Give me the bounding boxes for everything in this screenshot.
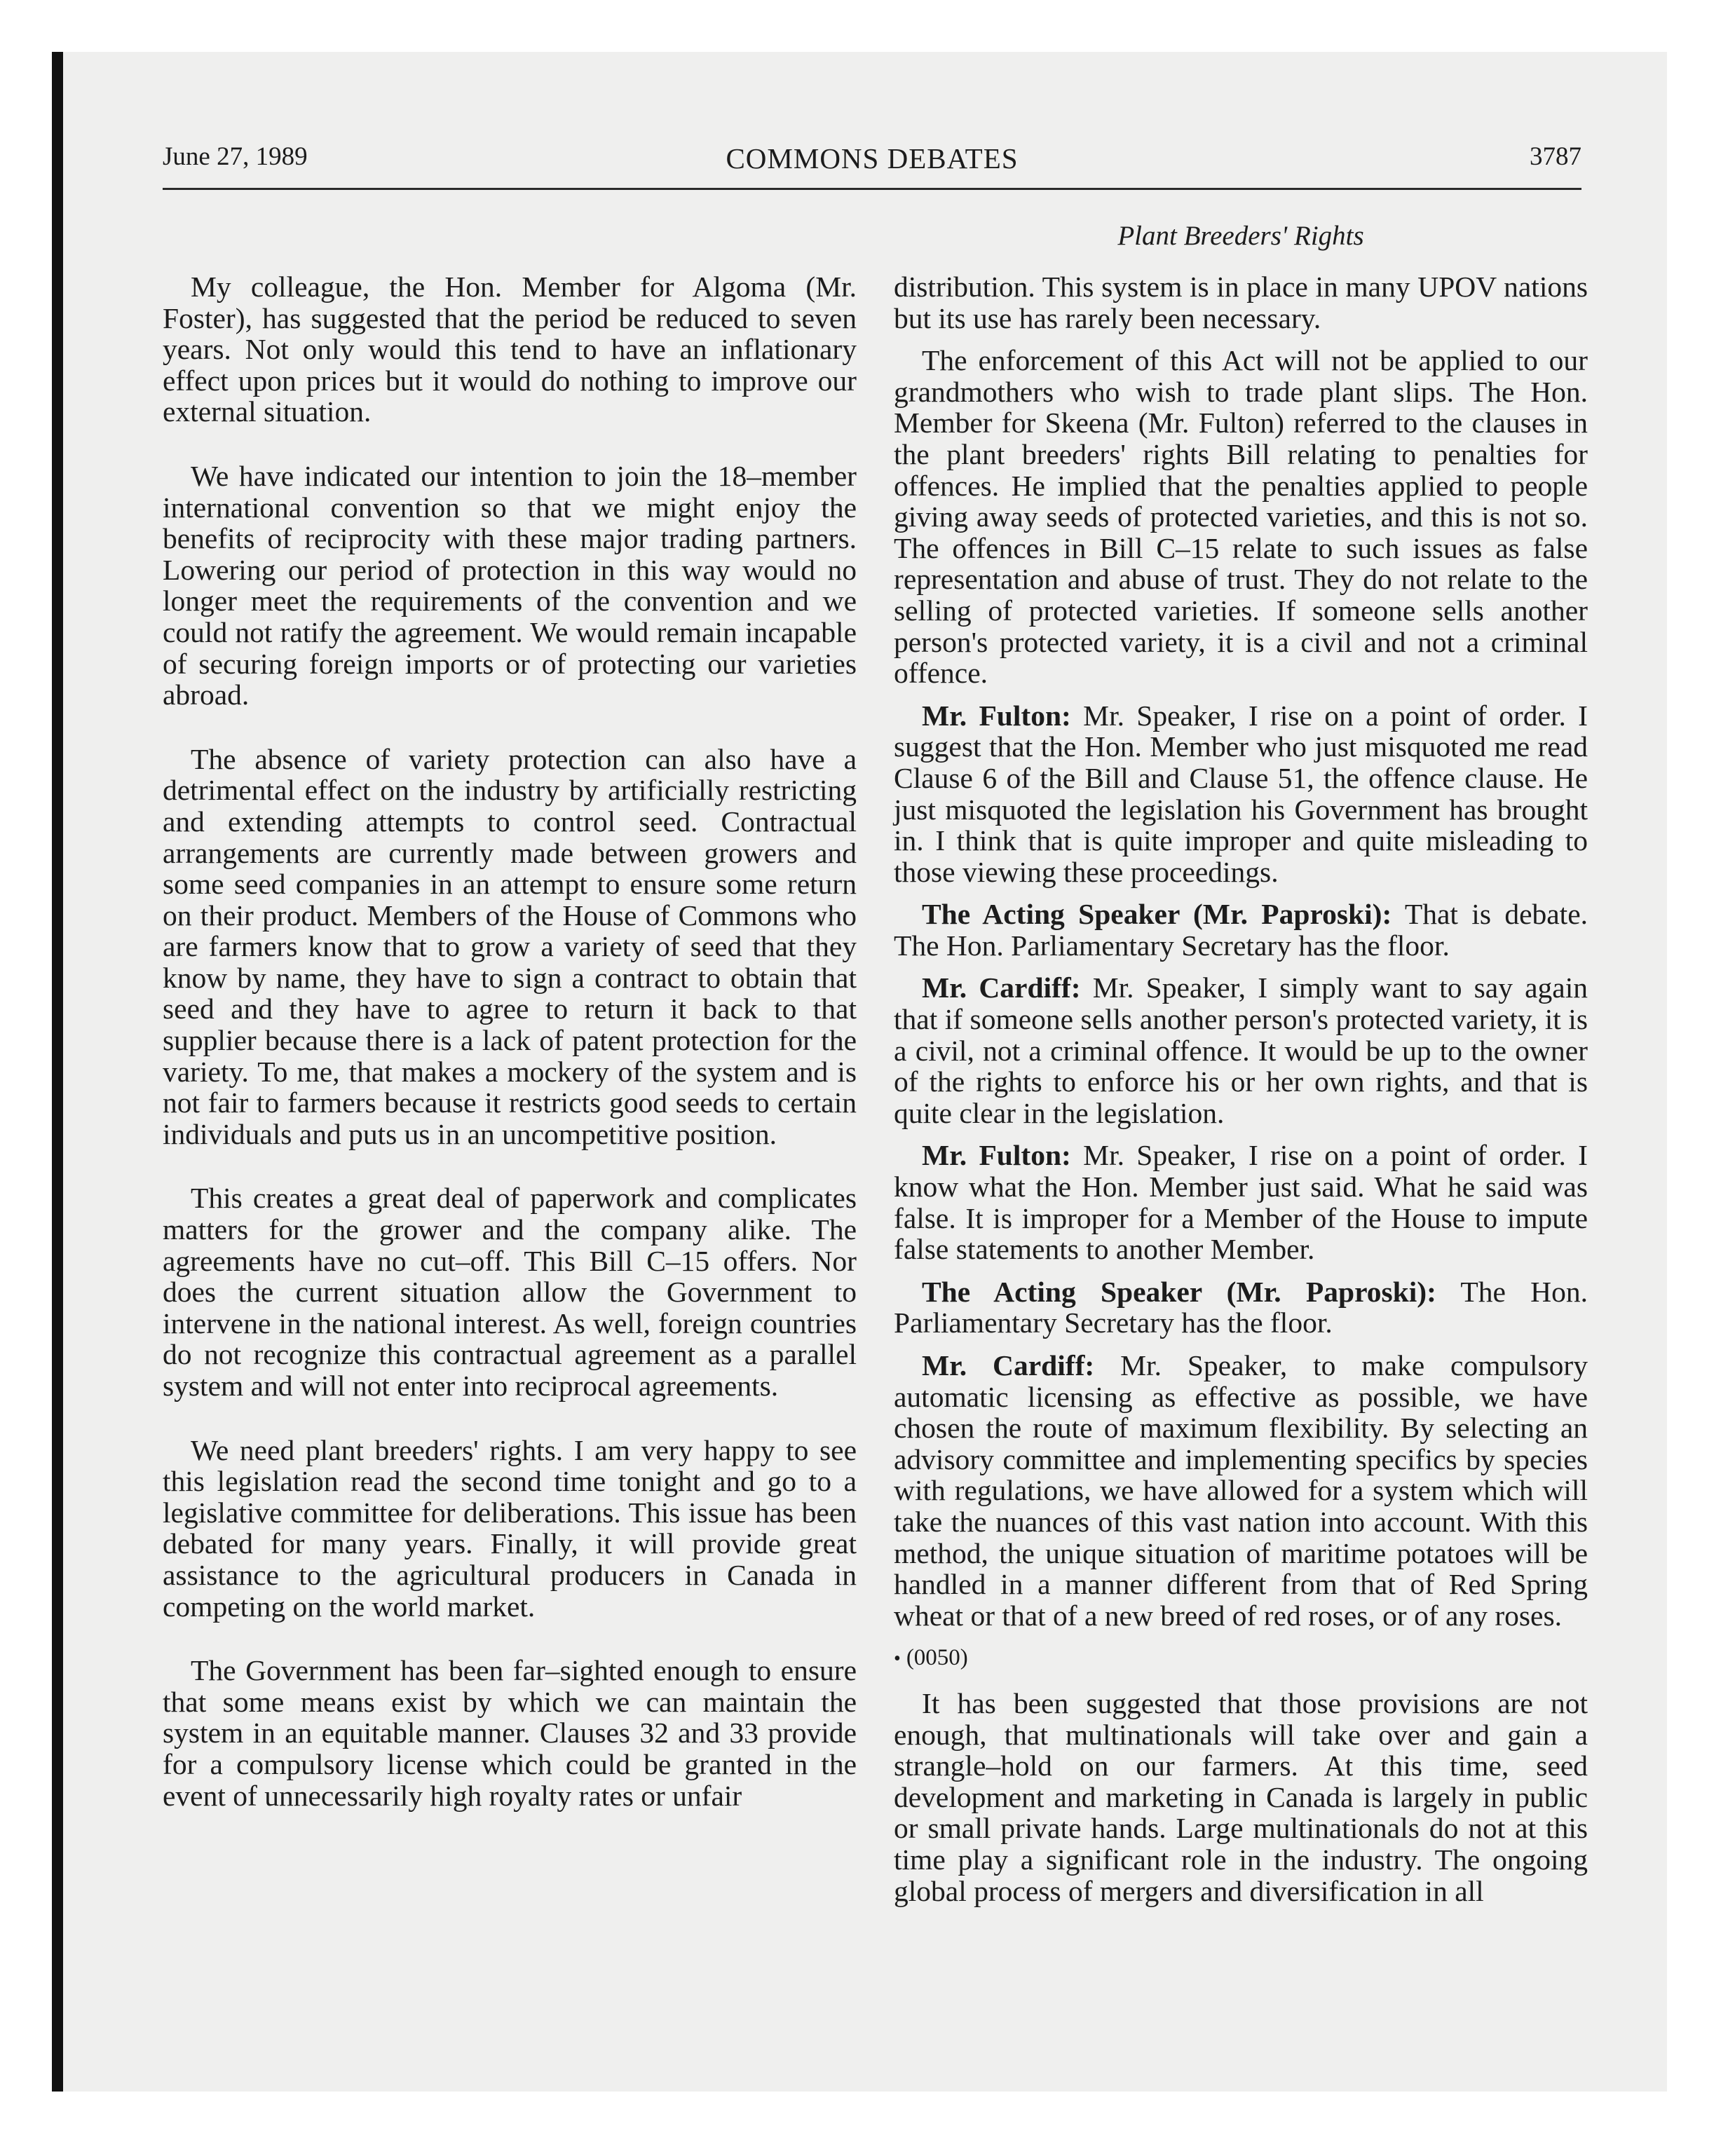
section-title: Plant Breeders' Rights: [1117, 221, 1364, 251]
speech: [894, 700, 1588, 888]
paragraph: We have indicated our intention to join the 18–member international convention so that we might enjoy the benefits of reciprocity with these major trading partners. Lowering our period of protection in this way would no longer meet the requirements of the convention and we could not ratify the agreement. We would remain incapable of securing foreign imports or of protecting our varieties abroad.: [163, 459, 857, 711]
scan-edge-shadow: [52, 52, 63, 2092]
speech-text: That is debate. The Hon. Parliamentary Secretary has the floor.: [894, 898, 1588, 962]
right-column: [894, 271, 1588, 1918]
paragraph: The absence of variety protection can also have a detrimental effect on the industry by artificially restricting and extending attempts to control seed. Contractual arrangements are currently made between growers and some seed companies in an attempt to ensure some return on their product. Members of the House of Commons who are farmers know that to grow a variety of seed that they know by name, they have to sign a contract to obtain that seed and they have to agree to return it back to that supplier because there is a lack of patent protection for the variety. To me, that makes a mockery of the system and is not fair to farmers because it restricts good seeds to certain individuals and puts us in an uncompetitive position.: [163, 742, 857, 1150]
speaker-name: The Acting Speaker (Mr. Paproski):: [922, 898, 1392, 931]
header-date: June 27, 1989: [163, 142, 308, 171]
page-number: 3787: [1530, 142, 1581, 171]
paragraph: The Government has been far–sighted enough to ensure that some means exist by which we can maintain the system in an equitable manner. Clauses 32 and 33 provide for a compulsory license which could be granted in the event of unnecessarily high royalty rates or unfair: [163, 1654, 857, 1812]
left-column: [163, 271, 857, 1844]
timestamp-text: (0050): [906, 1645, 968, 1671]
speech: [894, 1140, 1588, 1264]
paragraph: My colleague, the Hon. Member for Algoma (Mr. Foster), has suggested that the period be reduced to seven years. Not only would this tend to have an inflationary effect upon prices but it would do nothing to improve our external situation.: [163, 271, 857, 428]
speaker-name: Mr. Fulton:: [922, 699, 1071, 732]
speech: [894, 1350, 1588, 1631]
speaker-name: Mr. Cardiff:: [922, 971, 1081, 1004]
speech: [894, 1276, 1588, 1339]
speech: [894, 972, 1588, 1128]
paragraph: distribution. This system is in place in many UPOV nations but its use has rarely been necessary.: [894, 271, 1588, 334]
page-header: [163, 142, 1581, 190]
speech: [894, 899, 1588, 961]
speech-text: Mr. Speaker, I rise on a point of order. I suggest that the Hon. Member who just misquoted me read Clause 6 of the Bill and Clause 51, the offence clause. He just misquoted the legislation his Government has brought in. I think that is quite improper and quite misleading to those viewing these proceedings.: [894, 699, 1588, 888]
speaker-name: The Acting Speaker (Mr. Paproski):: [922, 1275, 1436, 1308]
speech-text: Mr. Speaker, I rise on a point of order. I know what the Hon. Member just said. What he said was false. It is improper for a Member of the House to impute false statements to another Member.: [894, 1139, 1588, 1266]
paragraph: It has been suggested that those provisions are not enough, that multinationals will take over and gain a strangle–hold on our farmers. At this time, seed development and marketing in Canada is largely in public or small private hands. Large multinationals do not at this time play a significant role in the industry. The ongoing global process of mergers and diversification in all: [894, 1686, 1588, 1907]
timestamp: [894, 1642, 1588, 1675]
bullet-icon: •: [894, 1648, 901, 1670]
speech-text: Mr. Speaker, to make compulsory automatic licensing as effective as possible, we have chosen the route of maximum flexibility. By selecting an advisory committee and implementing specifics by species with regulations, we have allowed for a system which will take the nuances of this vast nation into account. With this method, the unique situation of maritime potatoes will be handled in a manner different from that of Red Spring wheat or that of a new breed of red roses, or of any roses.: [894, 1349, 1588, 1632]
header-title: COMMONS DEBATES: [726, 142, 1019, 175]
paragraph: We need plant breeders' rights. I am very happy to see this legislation read the second time tonight and go to a legislative committee for deliberations. This issue has been debated for many years. Finally, it will provide great assistance to the agricultural producers in Canada in competing on the world market.: [163, 1433, 857, 1623]
speaker-name: Mr. Fulton:: [922, 1139, 1071, 1172]
paragraph: The enforcement of this Act will not be applied to our grandmothers who wish to trade plant slips. The Hon. Member for Skeena (Mr. Fulton) referred to the clauses in the plant breeders' rights Bill relating to penalties for offences. He implied that the penalties applied to people giving away seeds of protected varieties, and this is not so. The offences in Bill C–15 relate to such issues as false representation and abuse of trust. They do not relate to the selling of protected varieties. If someone sells another person's protected variety, it is a civil and not a criminal offence.: [894, 344, 1588, 690]
paragraph: This creates a great deal of paperwork and complicates matters for the grower and the company alike. The agreements have no cut–off. This Bill C–15 offers. Nor does the current situation allow the Government to intervene in the national interest. As well, foreign countries do not recognize this contractual agreement as a parallel system and will not enter into reciprocal agreements.: [163, 1182, 857, 1402]
speech-text: The Hon. Parliamentary Secretary has the floor.: [894, 1275, 1588, 1339]
speech-text: Mr. Speaker, I simply want to say again that if someone sells another person's protected variety, it is a civil, not a criminal offence. It would be up to the owner of the rights to enforce his or her own rights, and that is quite clear in the legislation.: [894, 971, 1588, 1129]
speaker-name: Mr. Cardiff:: [922, 1349, 1095, 1381]
